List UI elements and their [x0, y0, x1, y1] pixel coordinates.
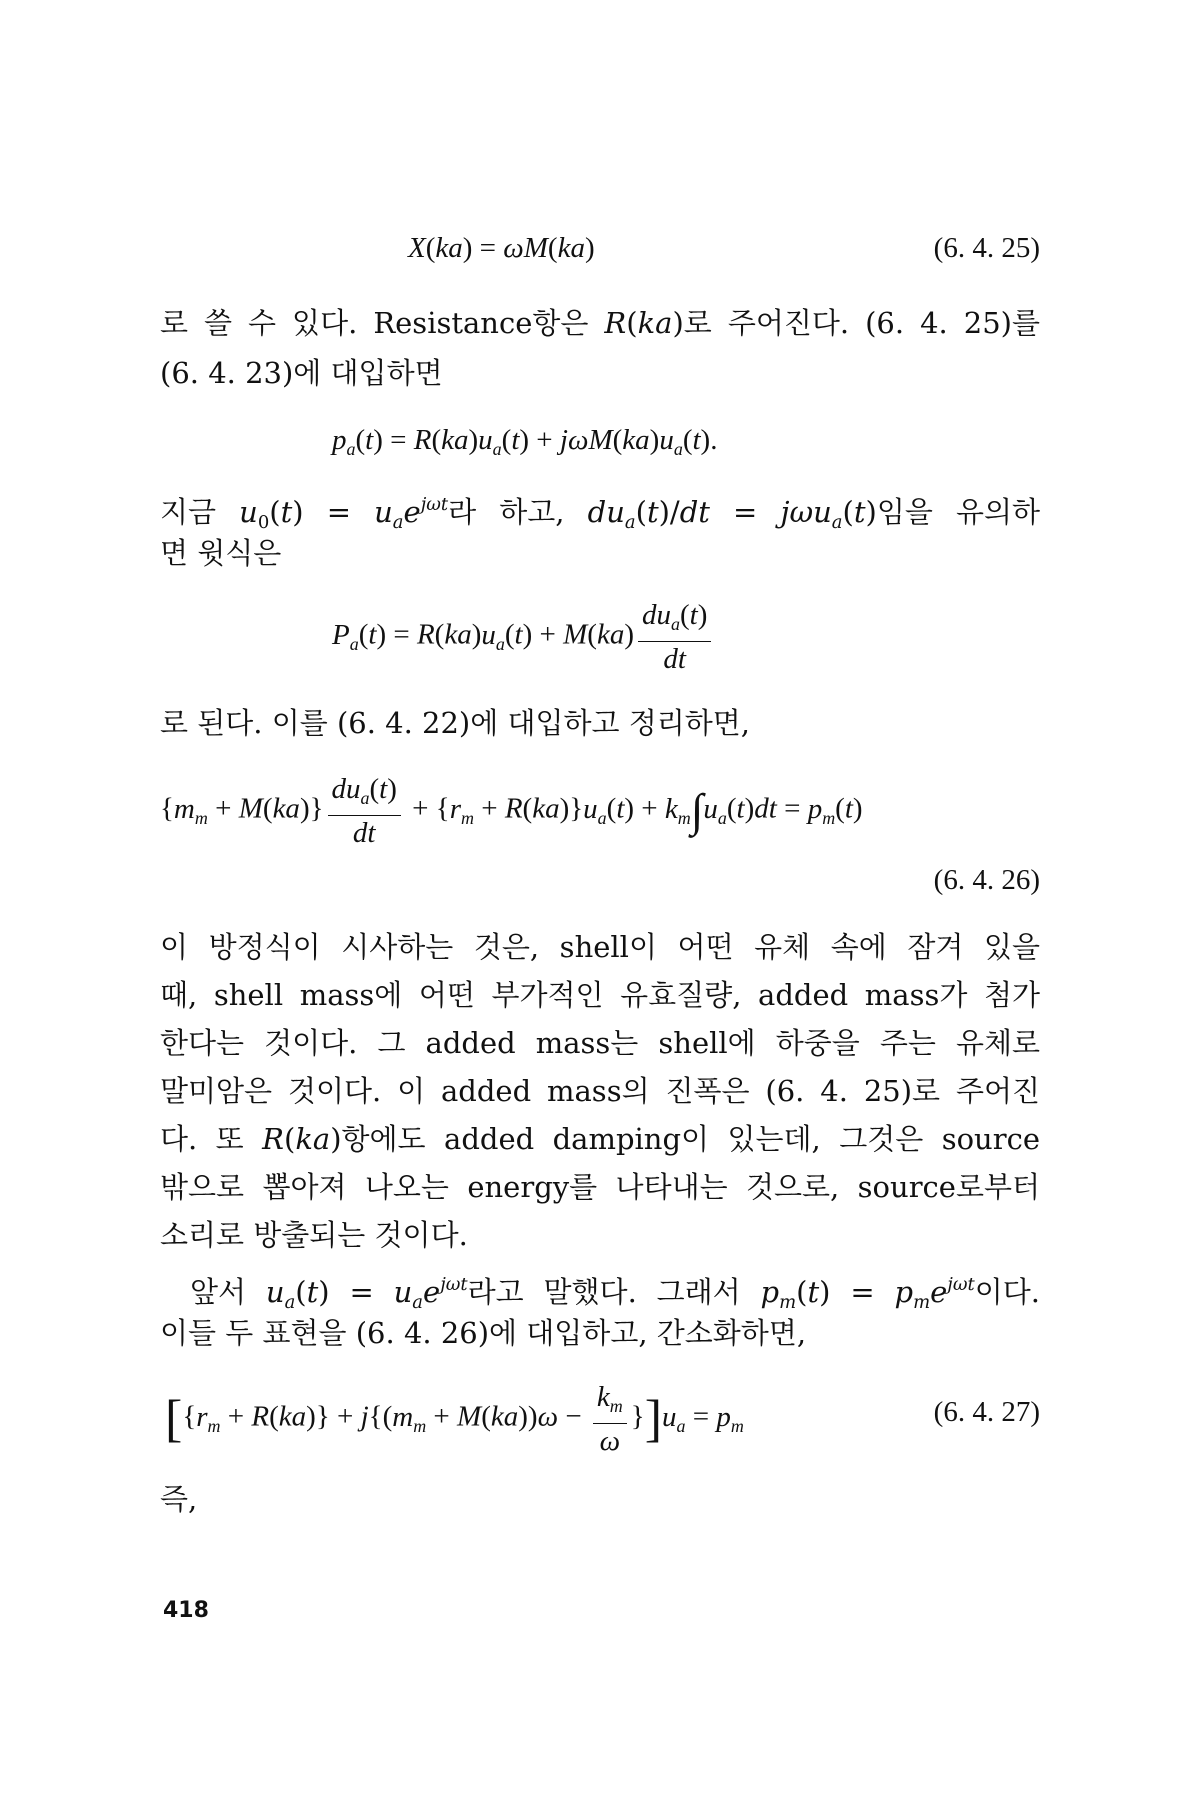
- equation-6-4-26: $\{m_m + M(ka)\}$ $\frac{du_a(t)}{dt}$ + $\{r_m + R(ka)\}u_a(t) + k_m\int u_a(t)dt = p_m(t)$: [160, 773, 863, 849]
- equation-number: (6. 4. 26): [933, 864, 1040, 896]
- paragraph-line: 소리로 방출되는 것이다.: [160, 1218, 468, 1252]
- equation-Pa: $P_a(t) = R(ka)u_a(t) + M(ka)$ $\frac{du_a(t)}{dt}$: [332, 598, 715, 676]
- paragraph-line: 로 된다. 이를 (6. 4. 22)에 대입하고 정리하면,: [160, 706, 751, 740]
- paragraph-line: 이 방정식이 시사하는 것은, shell이 어떤 유체 속에 잠겨 있을: [160, 930, 1040, 964]
- paragraph-line: 면 윗식은: [160, 536, 282, 570]
- paragraph-line: 즉,: [160, 1482, 198, 1516]
- paragraph-line: (6. 4. 23)에 대입하면: [160, 356, 443, 390]
- equation-number: (6. 4. 25): [933, 232, 1040, 264]
- paragraph-line: 한다는 것이다. 그 added mass는 shell에 하중을 주는 유체로: [160, 1026, 1040, 1060]
- paragraph-line: 앞서 $u_a(t) = u_ae^{j\omega t}$라고 말했다. 그래서 $p_m(t) = p_me^{j\omega t}$이다.: [190, 1274, 1040, 1313]
- paragraph-line: 말미암은 것이다. 이 added mass의 진폭은 (6. 4. 25)로 주어진: [160, 1074, 1040, 1108]
- page-number: 418: [163, 1598, 209, 1623]
- paragraph-line: 이들 두 표현을 (6. 4. 26)에 대입하고, 간소화하면,: [160, 1316, 807, 1350]
- fraction: $\frac{du_a(t)}{dt}$: [638, 598, 711, 676]
- equation-6-4-27: [$\{r_m + R(ka)\} + j\{(m_m + M(ka))\omega$ − $\frac{k_m}{\omega}$ }]$u_a = p_m$: [165, 1381, 744, 1457]
- paragraph-line: 로 쓸 수 있다. Resistance항은 R(ka)로 주어진다. (6. 4. 25)를: [160, 306, 1040, 340]
- equation-pa: $p_a(t) = R(ka)u_a(t) + j\omega M(ka)u_a(t)$.: [332, 424, 718, 459]
- paragraph-line: 지금 $u_0(t) = u_ae^{j\omega t}$라 하고, $du_a(t)/dt = j\omega u_a(t)$임을 유의하: [160, 494, 1040, 533]
- equation-6-4-25: X(ka) = ωM(ka): [408, 232, 595, 264]
- fraction: $\frac{k_m}{\omega}$: [593, 1380, 627, 1458]
- paragraph-line: 때, shell mass에 어떤 부가적인 유효질량, added mass가 첨가: [160, 978, 1040, 1012]
- equation-number: (6. 4. 27): [933, 1396, 1040, 1428]
- fraction: $\frac{du_a(t)}{dt}$: [328, 772, 401, 850]
- paragraph-line: 밖으로 뽑아져 나오는 energy를 나타내는 것으로, source로부터: [160, 1170, 1040, 1204]
- paragraph-line: 다. 또 R(ka)항에도 added damping이 있는데, 그것은 source: [160, 1122, 1041, 1156]
